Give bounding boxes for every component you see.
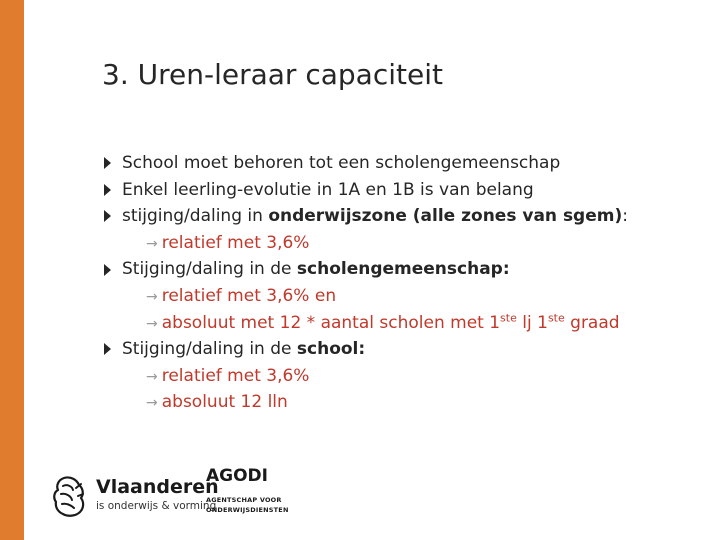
bullet-item xyxy=(104,203,704,230)
sub-item xyxy=(104,363,704,390)
sub-text: absoluut 12 lln xyxy=(161,392,288,413)
sub-item xyxy=(104,389,704,416)
bullet-bold-text: scholengemeenschap: xyxy=(296,259,510,280)
sub-text: relatief met 3,6% xyxy=(161,232,310,253)
sub-item xyxy=(104,283,704,310)
bullet-text: Stijging/daling in de xyxy=(122,339,297,360)
right-arrow-icon: → xyxy=(146,395,158,412)
bullet-arrow-icon xyxy=(104,210,111,222)
bullet-text: stijging/daling in xyxy=(122,206,269,227)
bullet-text: School moet behoren tot een scholengemeenschap xyxy=(122,153,561,173)
side-accent-bar xyxy=(0,0,24,540)
bullet-arrow-icon xyxy=(104,343,111,355)
sub-text: relatief met 3,6% xyxy=(161,365,310,386)
agodi-logo-text: AGODI xyxy=(206,466,268,486)
agodi-subtitle-line1: AGENTSCHAP VOOR xyxy=(206,496,282,504)
bullet-item xyxy=(104,150,704,177)
bullet-arrow-icon xyxy=(104,184,111,196)
right-arrow-icon: → xyxy=(146,235,158,252)
bullet-arrow-icon xyxy=(104,264,111,276)
sub-text: relatief met 3,6% en xyxy=(161,285,337,306)
sub-item xyxy=(104,230,704,257)
sub-text-part: graad xyxy=(564,312,620,333)
bullet-text-suffix: : xyxy=(622,206,628,227)
bullet-item xyxy=(104,177,704,204)
bullet-item xyxy=(104,336,704,363)
bullet-list xyxy=(104,150,704,416)
right-arrow-icon: → xyxy=(146,368,158,385)
sub-item xyxy=(104,310,704,337)
bullet-arrow-icon xyxy=(104,157,111,169)
vlaanderen-logo-text: Vlaanderen xyxy=(96,476,219,498)
sub-text-part: absoluut met 12 * aantal scholen met 1 xyxy=(161,312,501,333)
vlaanderen-tagline: is onderwijs & vorming xyxy=(96,500,217,512)
slide-title: 3. Uren-leraar capaciteit xyxy=(102,58,443,91)
flemish-lion-icon xyxy=(50,474,90,518)
bullet-bold-text: onderwijszone (alle zones van sgem) xyxy=(268,206,623,227)
bullet-text: Stijging/daling in de xyxy=(122,259,297,280)
bullet-item xyxy=(104,256,704,283)
bullet-bold-text: school: xyxy=(296,339,366,360)
right-arrow-icon: → xyxy=(146,315,158,332)
sub-text-part: lj 1 xyxy=(516,312,548,333)
sub-text xyxy=(161,310,620,333)
superscript: ste xyxy=(500,310,517,324)
superscript: ste xyxy=(547,310,565,324)
agodi-subtitle-line2: ONDERWIJSDIENSTEN xyxy=(206,506,289,514)
bullet-text: Enkel leerling-evolutie in 1A en 1B is van belang xyxy=(122,179,534,200)
right-arrow-icon: → xyxy=(146,288,158,305)
